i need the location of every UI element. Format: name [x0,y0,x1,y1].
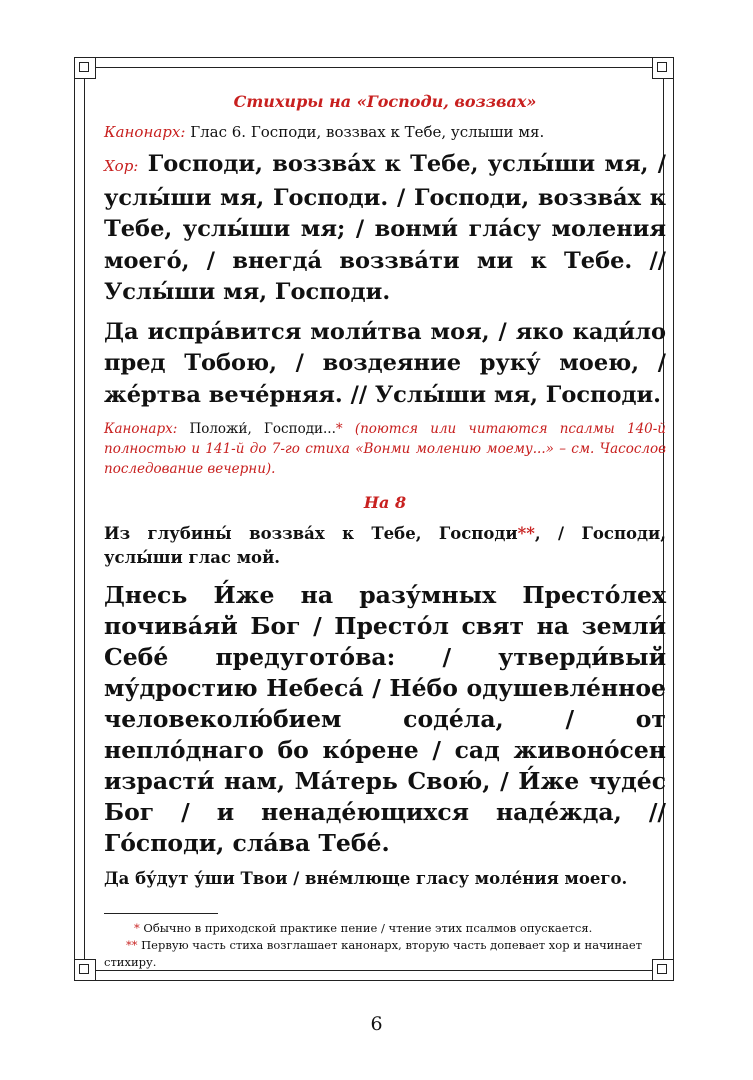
kanonarh-note-remark: (поются или читаются псалмы 140-й полностью и 141-й до 7-го стиха «Вонми молению моему...» – см. Часослов последование вечерни). [104,421,667,477]
verse-3 [104,522,666,570]
kanonarh-line [104,121,666,143]
chorus-label: Хор: [104,157,139,175]
kanonarh-note-text: Положи́, Господи... [189,421,336,437]
corner-ornament-bottom-left [74,959,96,981]
tone-heading: На 8 [363,493,407,512]
footnote-1-mark: * [134,921,140,935]
chorus-verse [104,149,666,309]
verse-3-rest: , / Господи, услы́ши глас мой. [104,524,667,567]
chorus-text: Господи, воззва́х к Тебе, услы́ши мя, / услы́ши мя, Господи. / Господи, воззва́х к Тебе, услы́ши мя; / вонми́ гла́су моления моего́, / внегда́ воззва́ти ми к Тебе. // Услы́ши мя, Господи. [104,151,666,305]
footnotes [104,920,666,971]
verse-3-text: Из глубины́ воззва́х к Тебе, Господи [104,524,518,543]
corner-ornament-top-left [74,57,96,79]
footnote-2 [104,937,666,971]
page-content [104,84,666,971]
sticheron-text: Днесь И́же на разу́мных Престо́лех почива́яй Бог / Престо́л свят на земли́ Себе́ предугото́ва: / утверди́вый му́дростию Небеса́ / Не́бо одушевле́нное человеколю́бием соде́ла, / от непло́днаго бо ко́рене / сад живоно́сен израсти́ нам, Ма́терь Свою́, / И́же чуде́с Бог / и ненаде́ющихся наде́жда, // Го́споди, сла́ва Тебе́. [104,581,666,857]
footnote-mark-1: * [335,421,343,437]
footnote-mark-2: ** [517,524,535,543]
kanonarh-note [104,419,666,479]
page-number: 6 [370,1013,383,1035]
footnote-2-mark: ** [126,938,138,952]
corner-ornament-top-right [652,57,674,79]
footnote-1 [104,920,666,937]
kanonarh-text: Глас 6. Господи, воззвах к Тебе, услыши мя. [190,123,545,141]
footnote-divider [104,913,218,914]
section-heading: Стихиры на «Господи, воззвах» [233,92,537,111]
verse-2: Да испра́вится моли́тва моя, / яко кади́ло пред Тобою, / воздеяние руку́ моею, / же́ртва вече́рняя. // Услы́ши мя, Господи. [104,318,666,408]
verse-4: Да бу́дут у́ши Твои / вне́млюще гласу моле́ния моего. [104,869,628,888]
kanonarh-note-label: Канонарх: [104,421,178,437]
kanonarh-label: Канонарх: [104,123,186,141]
footnote-1-text: Обычно в приходской практике пение / чтение этих псалмов опускается. [143,921,593,935]
footnote-2-text: Первую часть стиха возглашает канонарх, вторую часть допевает хор и начинает стихиру. [104,938,643,969]
